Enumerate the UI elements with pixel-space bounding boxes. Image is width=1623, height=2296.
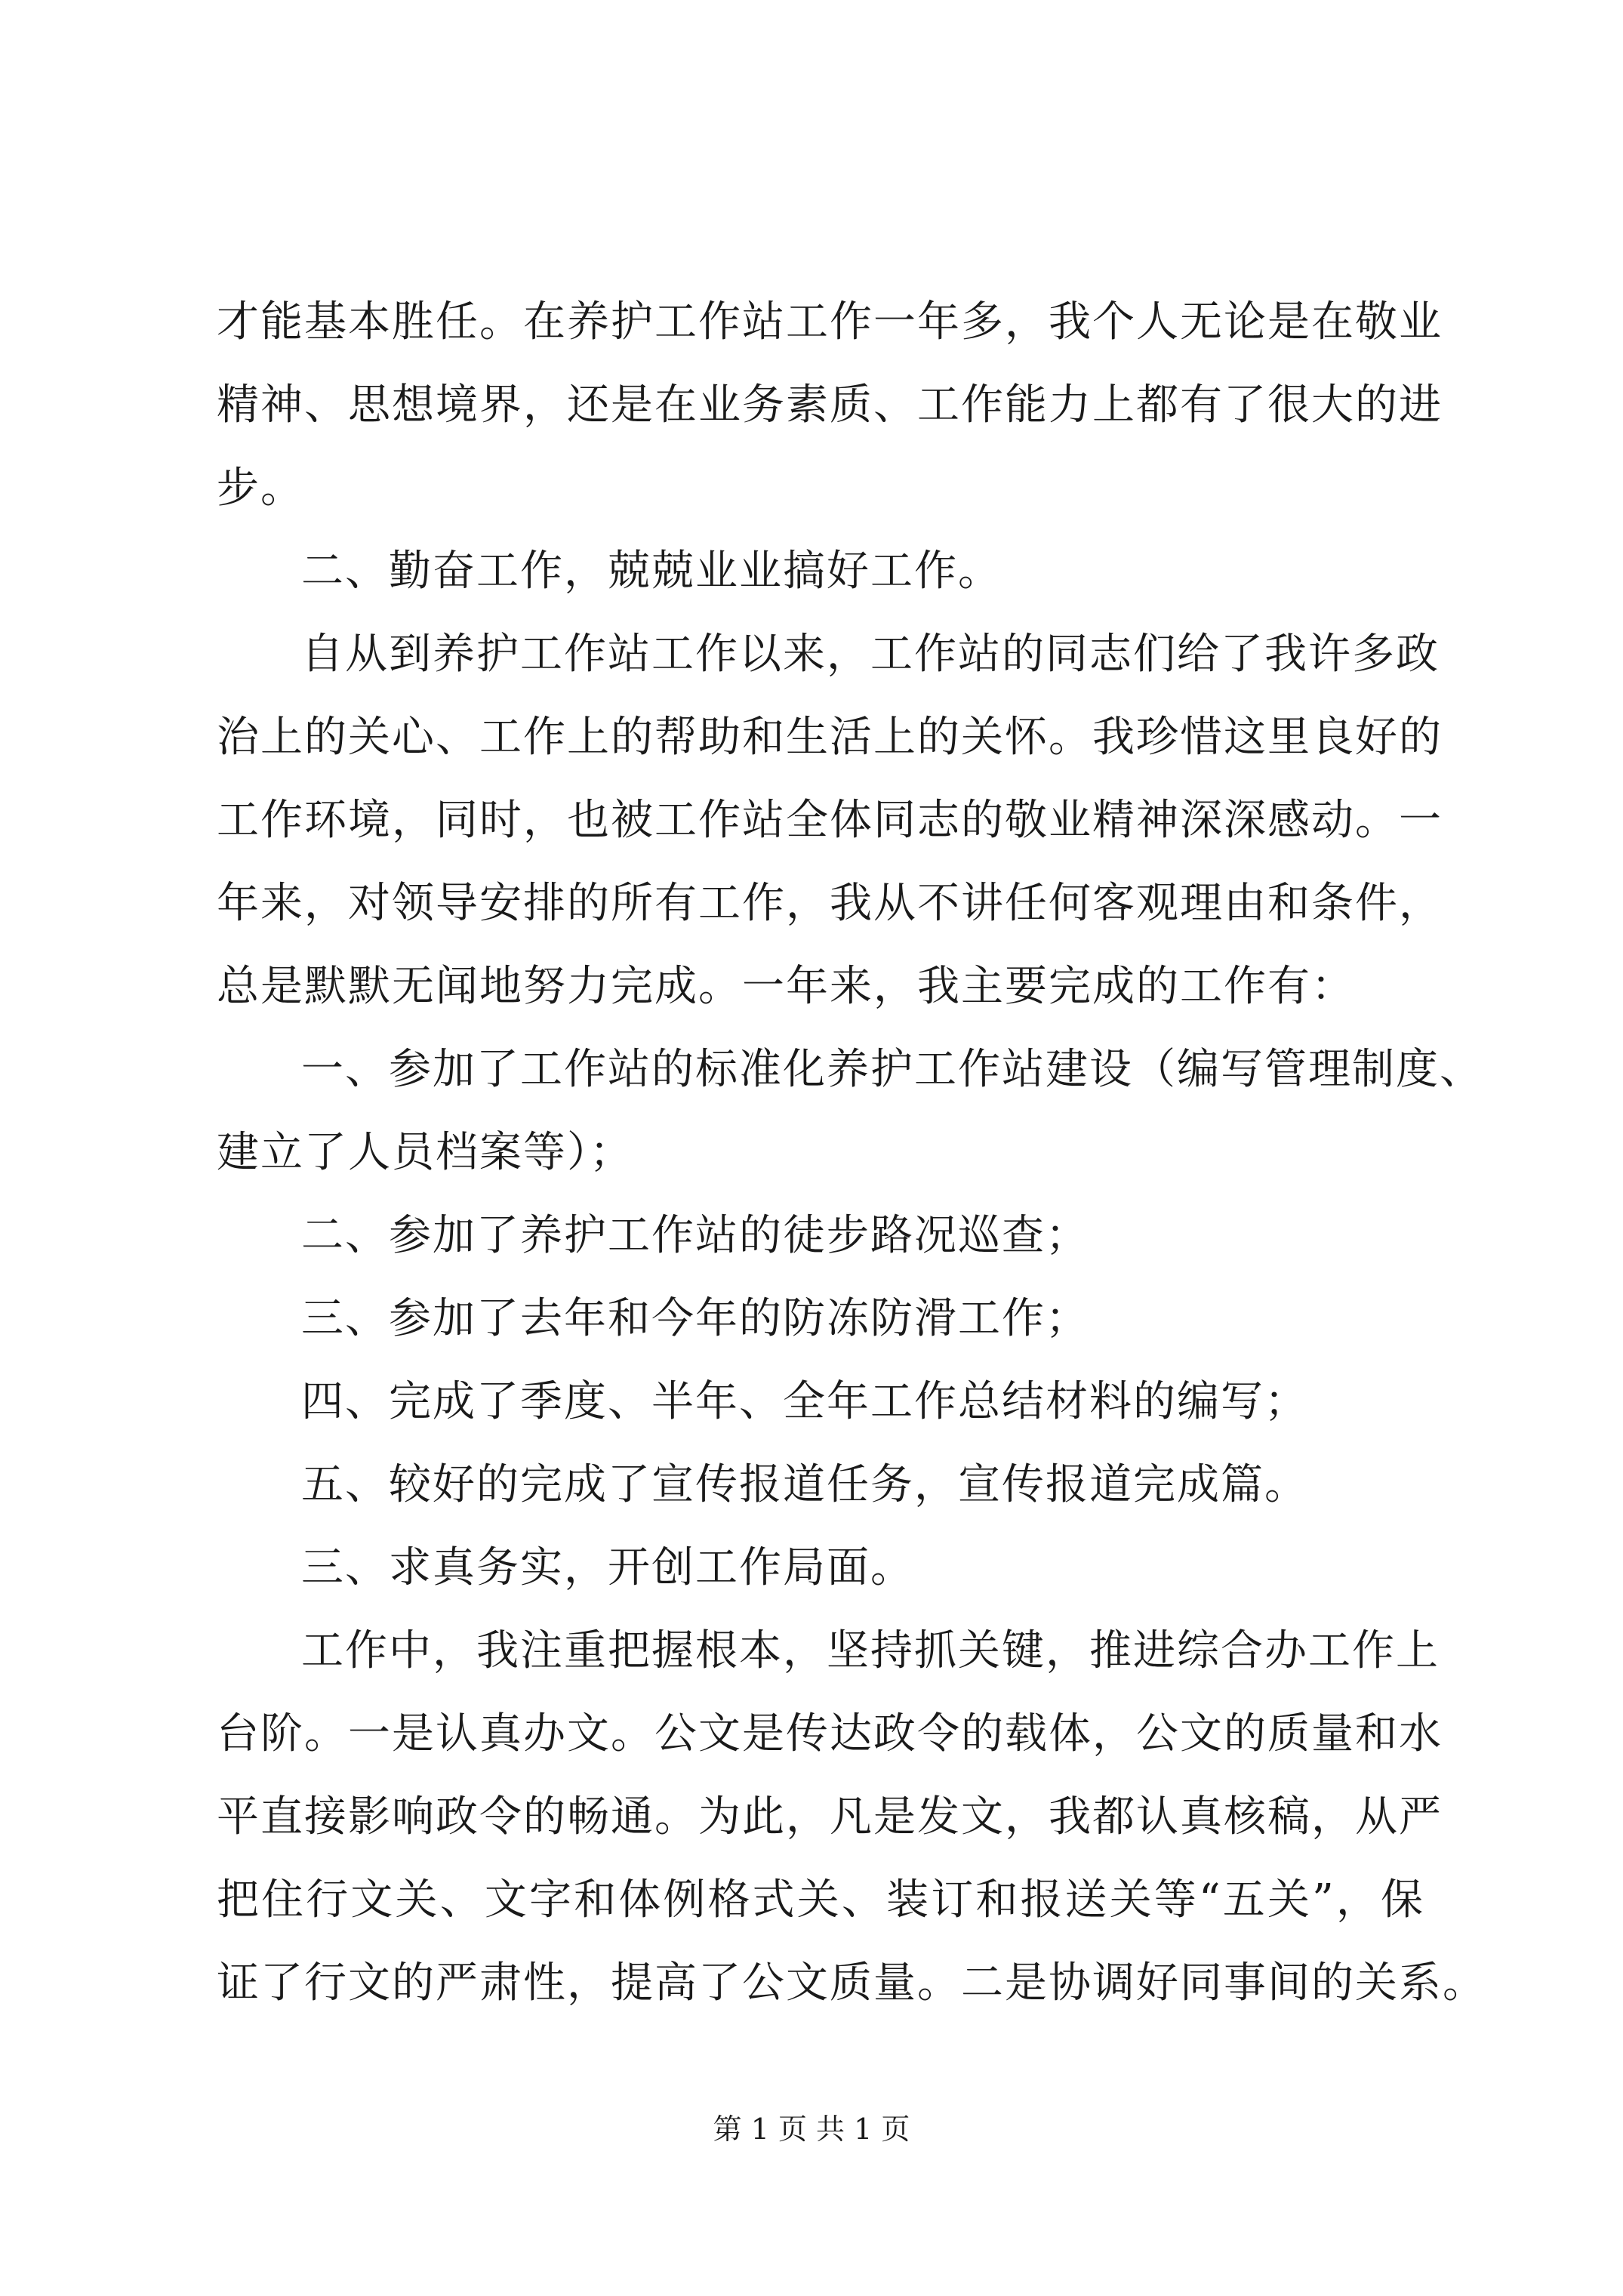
text-line: 治上的关心、工作上的帮助和生活上的关怀。我珍惜这里良好的	[217, 713, 1443, 762]
list-item: 五、较好的完成了宣传报道任务，宣传报道完成篇。	[301, 1460, 1308, 1509]
section-heading: 三、求真务实，开创工作局面。	[301, 1543, 914, 1592]
text-line: 精神、思想境界，还是在业务素质、工作能力上都有了很大的进	[217, 381, 1443, 430]
text-line: 证了行文的严肃性，提高了公文质量。二是协调好同事间的关系。	[217, 1959, 1486, 2008]
text-line: 才能基本胜任。在养护工作站工作一年多，我个人无论是在敬业	[217, 297, 1443, 347]
text-line: 建立了人员档案等）；	[217, 1128, 633, 1177]
text-line: 总是默默无闻地努力完成。一年来，我主要完成的工作有：	[217, 962, 1355, 1011]
text-line: 年来，对领导安排的所有工作，我从不讲任何客观理由和条件，	[217, 879, 1443, 928]
text-line: 工作中，我注重把握根本，坚持抓关键，推进综合办工作上	[301, 1626, 1440, 1675]
section-heading: 二、勤奋工作，兢兢业业搞好工作。	[301, 547, 1002, 596]
text-line: 把住行文关、文字和体例格式关、装订和报送关等“五关”，保	[217, 1875, 1424, 1925]
list-item: 一、参加了工作站的标准化养护工作站建设（编写管理制度、	[301, 1045, 1483, 1094]
text-line: 工作环境，同时，也被工作站全体同志的敬业精神深深感动。一	[217, 796, 1443, 845]
list-item: 三、参加了去年和今年的防冻防滑工作；	[301, 1294, 1089, 1343]
text-line: 步。	[217, 464, 304, 513]
text-line: 台阶。一是认真办文。公文是传达政令的载体，公文的质量和水	[217, 1709, 1443, 1758]
list-item: 二、参加了养护工作站的徒步路况巡查；	[301, 1211, 1089, 1260]
page-number-footer: 第 1 页 共 1 页	[713, 2113, 910, 2146]
list-item: 四、完成了季度、半年、全年工作总结材料的编写；	[301, 1377, 1308, 1426]
text-line: 平直接影响政令的畅通。为此，凡是发文，我都认真核稿，从严	[217, 1792, 1443, 1841]
text-line: 自从到养护工作站工作以来，工作站的同志们给了我许多政	[301, 630, 1440, 679]
